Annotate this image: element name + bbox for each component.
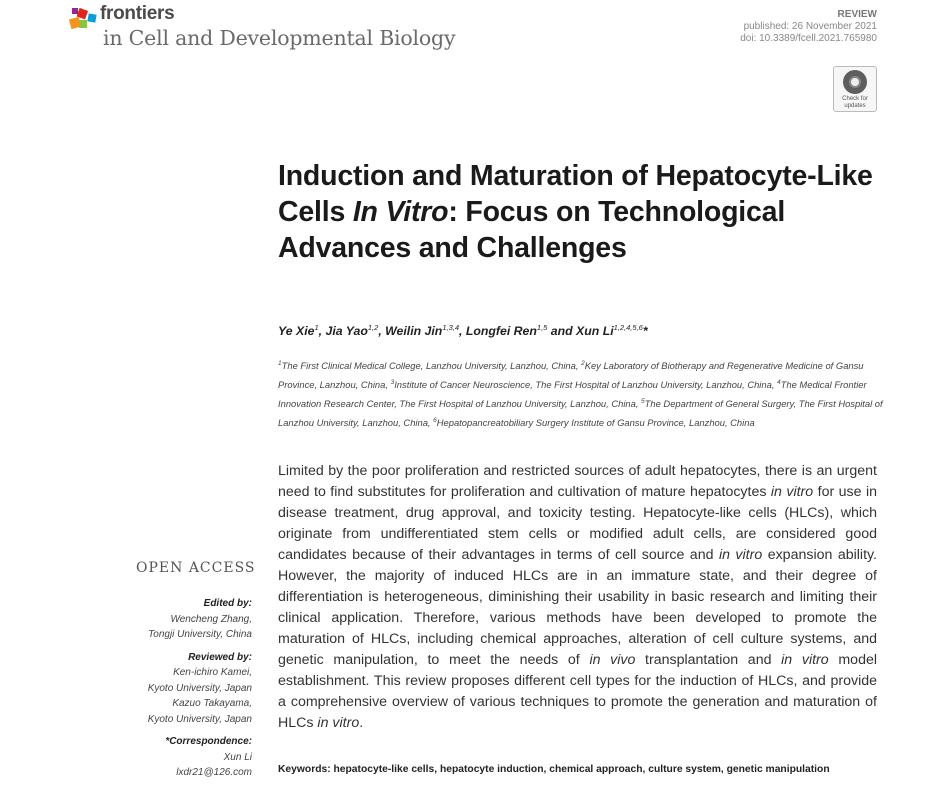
article-meta: [740, 9, 877, 45]
author-name[interactable]: Jia Yao: [325, 324, 368, 339]
journal-name: in Cell and Developmental Biology: [103, 26, 456, 50]
check-for-updates-badge[interactable]: [833, 66, 877, 112]
abstract-text: Limited by the poor proliferation and restricted sources of adult hepatocytes, there is an urgent need to find substitutes for proliferation and cultivation of mature hepatocytes: [278, 463, 877, 500]
author-separator: ,: [318, 324, 326, 339]
author-separator: ,: [378, 324, 386, 339]
reviewer-affiliation: Kyoto University, Japan: [147, 713, 252, 725]
author-separator: ,: [459, 324, 466, 339]
affiliation-text: Institute of Cancer Neuroscience, The First Hospital of Lanzhou University, Lanzhou, China,: [394, 379, 778, 391]
check-updates-text: Check for updates: [842, 96, 868, 109]
affiliation-number: 6: [433, 417, 437, 425]
affiliation-number: 1: [278, 360, 282, 367]
open-access-label: OPEN ACCESS: [136, 560, 256, 576]
correspondence-name: Xun Li: [223, 751, 252, 763]
keywords: Keywords: hepatocyte-like cells, hepatocyte induction, chemical approach, culture system, genetic manipulation: [278, 764, 830, 775]
author-affiliation-ref: 1: [314, 323, 319, 332]
abstract-text: expansion ability. However, the majority of induced HLCs are in an immature state, and their degree of differentiation is heterogeneous, diminishing their usability in basic research and limiting their clinical application. Therefore, various methods have been developed to promote the maturation of HLCs, including chemical approaches, alteration of cell culture systems, and genetic manipulation, to meet the needs of: [278, 547, 877, 668]
affiliation-text: The First Clinical Medical College, Lanzhou University, Lanzhou, China,: [281, 360, 582, 372]
author-name[interactable]: Longfei Ren: [465, 324, 537, 339]
affiliation-text: Hepatopancreatobiliary Surgery Institute of Gansu Province, Lanzhou, China: [436, 417, 755, 429]
affiliations: [278, 355, 888, 432]
abstract-italic-term: in vitro: [781, 652, 829, 668]
edited-by-label: Edited by:: [203, 598, 252, 609]
author-separator: and: [547, 324, 577, 339]
article-type: REVIEW: [837, 9, 877, 20]
correspondence-label: *Correspondence:: [165, 736, 252, 747]
abstract-italic-term: in vitro: [770, 484, 814, 500]
author-name[interactable]: Xun Li: [576, 324, 614, 339]
affiliation-number: 5: [641, 398, 645, 406]
affiliation-text: The Medical Frontier Innovation Research Center, The First Hospital of Lanzhou University, Lanzhou, China,: [278, 379, 867, 410]
affiliation-text: Key Laboratory of Biotherapy and Regenerative Medicine of Gansu Province, Lanzhou, China,: [278, 360, 864, 391]
author-affiliation-ref: 1,2: [367, 323, 379, 332]
reviewer-affiliation: Kyoto University, Japan: [147, 682, 252, 694]
author-name[interactable]: Weilin Jin: [385, 324, 443, 339]
check-updates-icon: [843, 70, 867, 94]
abstract-italic-term: in vitro: [317, 715, 360, 731]
author-affiliation-ref: 1,5: [536, 323, 548, 332]
article-title: Induction and Maturation of Hepatocyte-Like Cells In Vitro: Focus on Technological Advances and Challenges: [278, 160, 873, 264]
author-affiliation-ref: 1,3,4: [442, 323, 460, 332]
abstract-text: .: [359, 715, 364, 731]
correspondence-email[interactable]: lxdr21@126.com: [176, 767, 252, 778]
affiliation-number: 2: [581, 360, 585, 367]
abstract: [278, 461, 877, 734]
journal-brand: frontiers: [100, 3, 175, 24]
author-list: [278, 323, 648, 338]
editor-affiliation: Tongji University, China: [148, 629, 252, 640]
published-date: published: 26 November 2021: [743, 21, 877, 32]
abstract-italic-term: in vitro: [718, 547, 763, 563]
reviewer-name: Ken-ichiro Kamei,: [173, 667, 252, 678]
reviewer-name: Kazuo Takayama,: [172, 698, 252, 709]
frontiers-logo-icon: [68, 6, 98, 32]
editor-name: Wencheng Zhang,: [170, 613, 252, 625]
affiliation-number: 4: [777, 379, 781, 387]
author-name[interactable]: Ye Xie: [278, 324, 315, 339]
abstract-italic-term: in vivo: [589, 652, 636, 668]
author-separator: *: [642, 324, 648, 339]
abstract-text: transplantation and: [635, 652, 782, 668]
abstract-text: model establishment. This review proposes different cell types for the induction of HLCs, and provide a comprehensive overview of various techniques to promote the generation and maturation of HLCs: [278, 652, 878, 731]
editorial-sidebar: [60, 596, 252, 781]
reviewed-by-label: Reviewed by:: [188, 651, 252, 663]
abstract-text: for use in disease treatment, drug approval, and toxicity testing. Hepatocyte-like cells (HLCs), which originate from undifferentiated stem cells or modified adult cells, are considered good candidates because of their advantages in terms of cell source and: [278, 484, 877, 563]
doi[interactable]: doi: 10.3389/fcell.2021.765980: [740, 33, 877, 44]
affiliation-text: The Department of General Surgery, The First Hospital of Lanzhou University, Lanzhou, China,: [278, 398, 883, 429]
affiliation-number: 3: [390, 379, 395, 387]
author-affiliation-ref: 1,2,4,5,6: [613, 323, 643, 332]
